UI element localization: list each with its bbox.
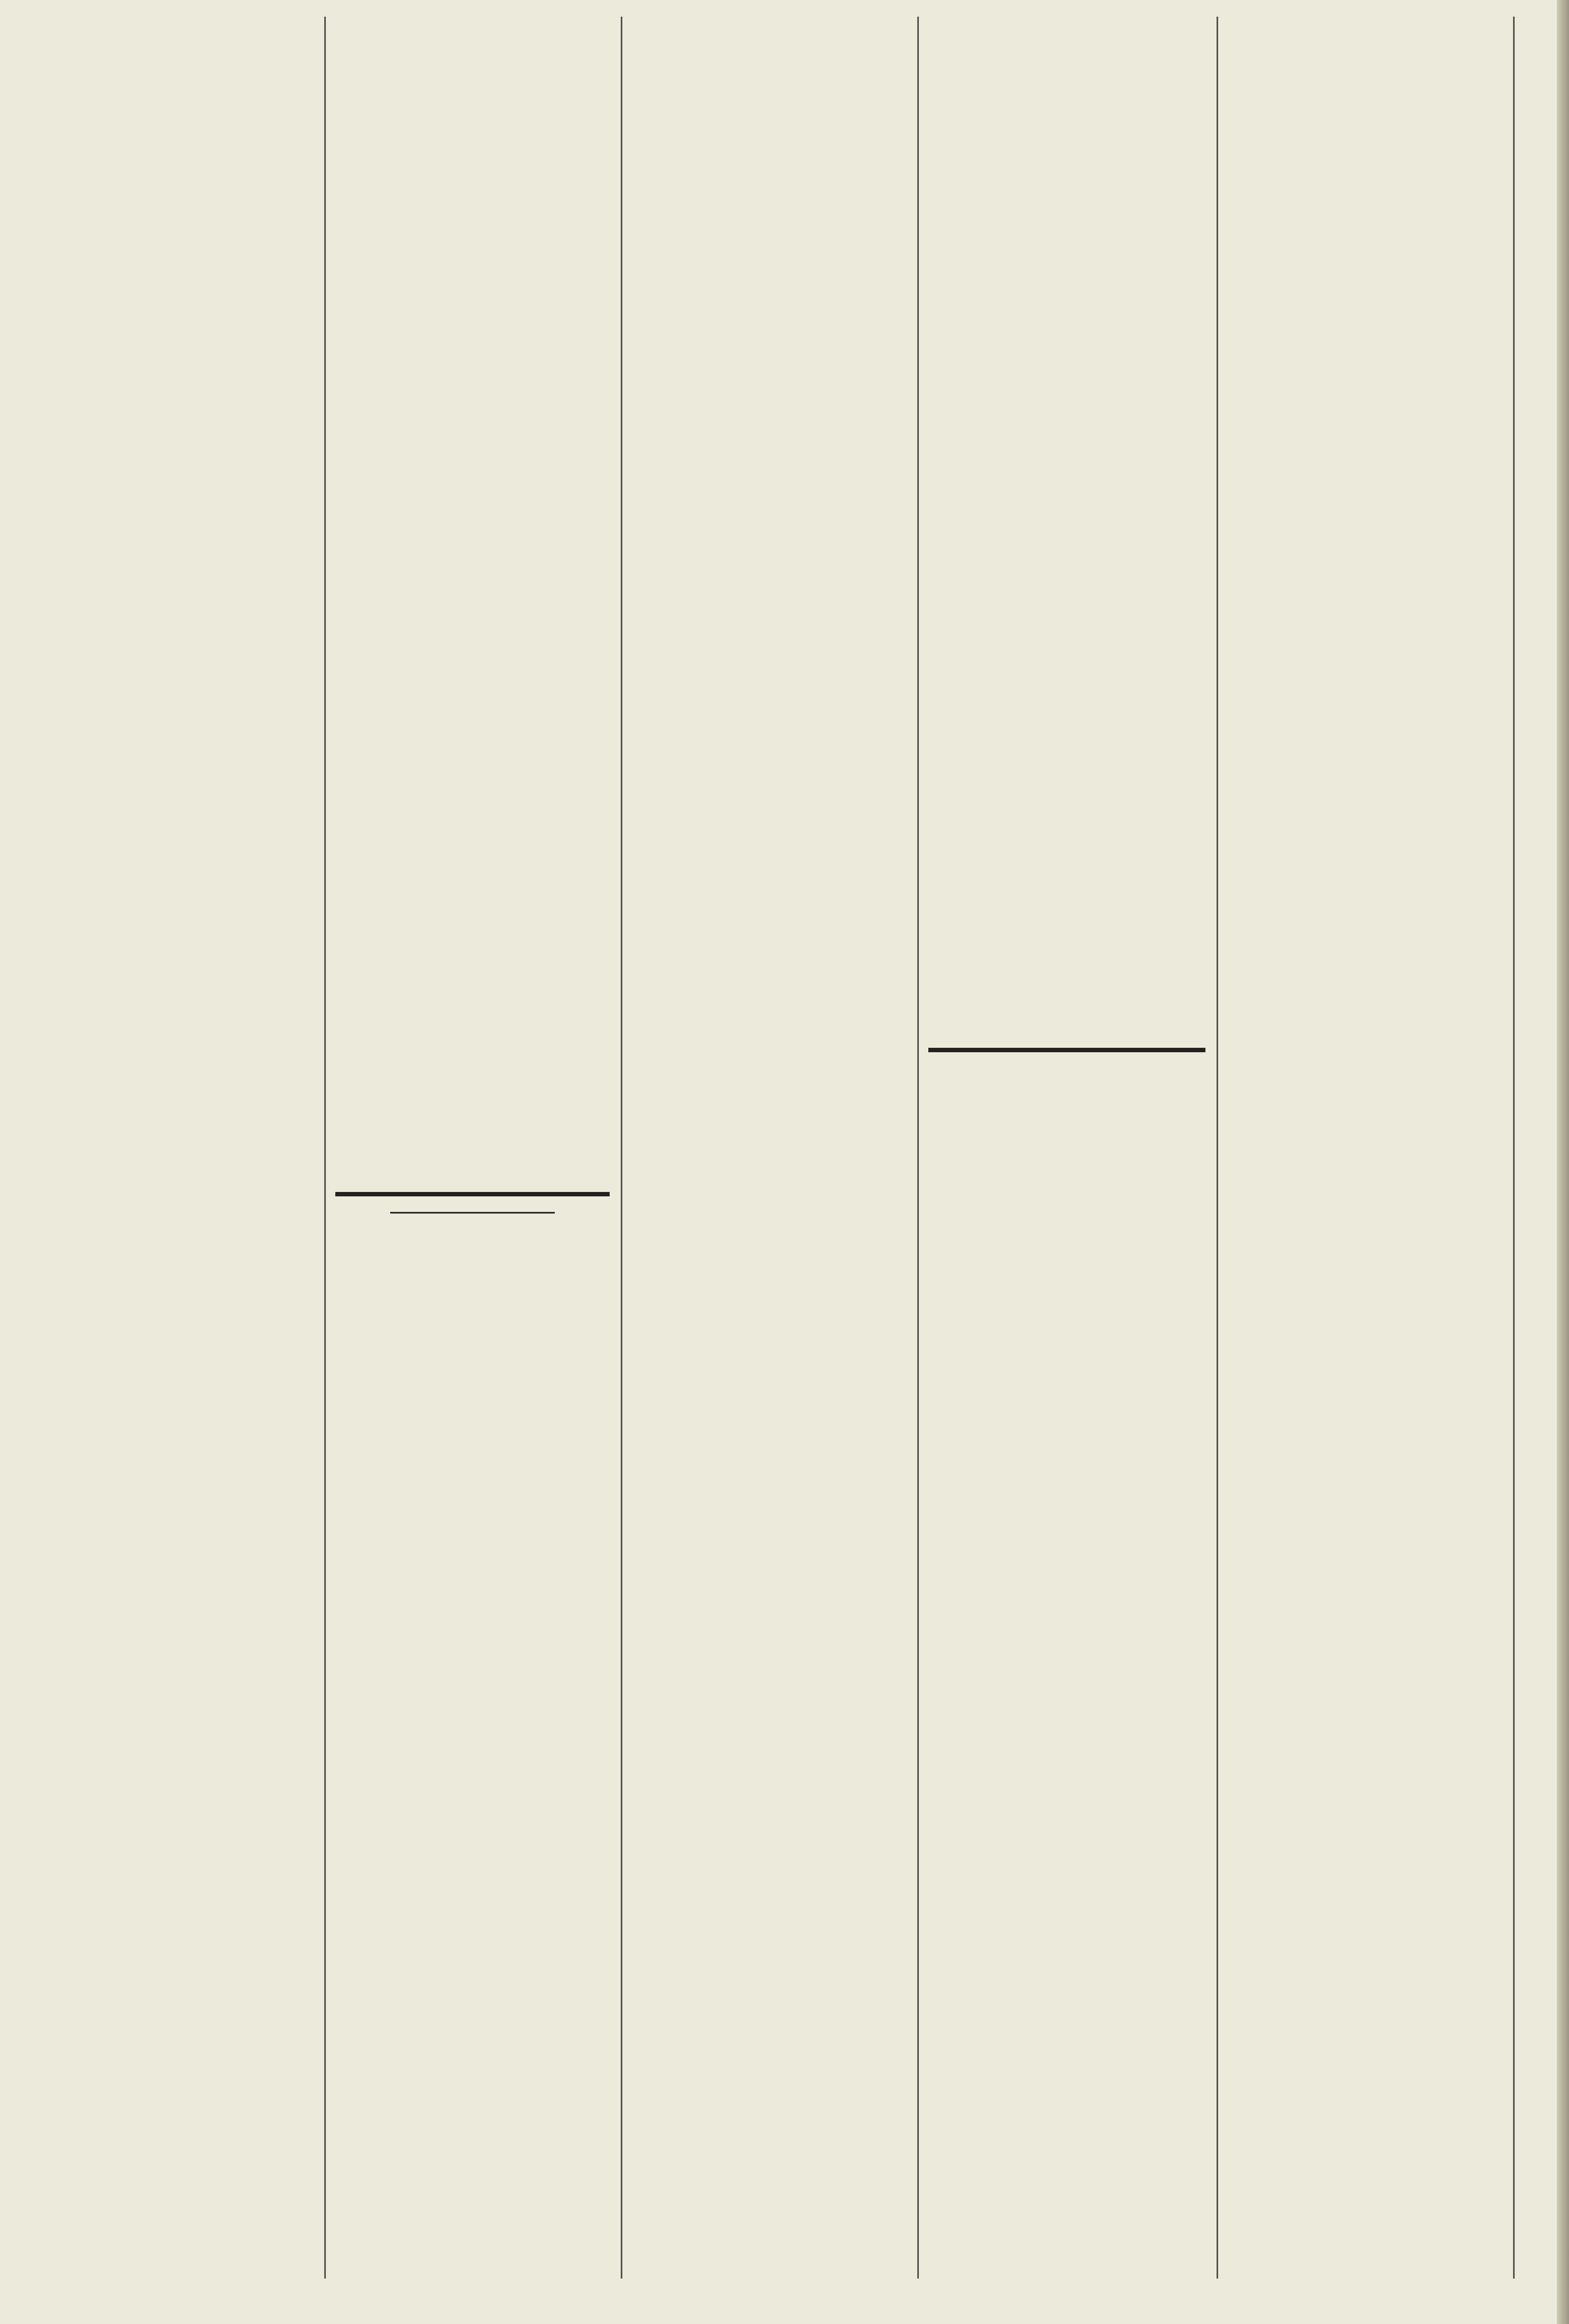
article-column-1 bbox=[22, 83, 313, 2279]
page-edge-shadow bbox=[1557, 0, 1569, 2324]
alcance-postal-column bbox=[335, 1275, 610, 2279]
gacetillas-column bbox=[928, 1136, 1205, 2279]
column-divider bbox=[1513, 17, 1515, 2279]
heading-underline bbox=[390, 1212, 555, 1214]
section-rule bbox=[335, 1192, 610, 1196]
column-divider bbox=[621, 17, 622, 2279]
alcance-postal-heading-box bbox=[335, 1209, 610, 1270]
article-column-5 bbox=[1228, 83, 1505, 2279]
section-rule bbox=[928, 1048, 1205, 1052]
article-column-4 bbox=[928, 83, 1205, 1037]
column-divider bbox=[1217, 17, 1218, 2279]
gacetillas-heading-box bbox=[928, 1070, 1205, 1125]
column-divider bbox=[324, 17, 326, 2279]
article-column-2 bbox=[335, 83, 610, 1170]
column-divider bbox=[917, 17, 919, 2279]
article-column-3 bbox=[632, 83, 906, 2279]
